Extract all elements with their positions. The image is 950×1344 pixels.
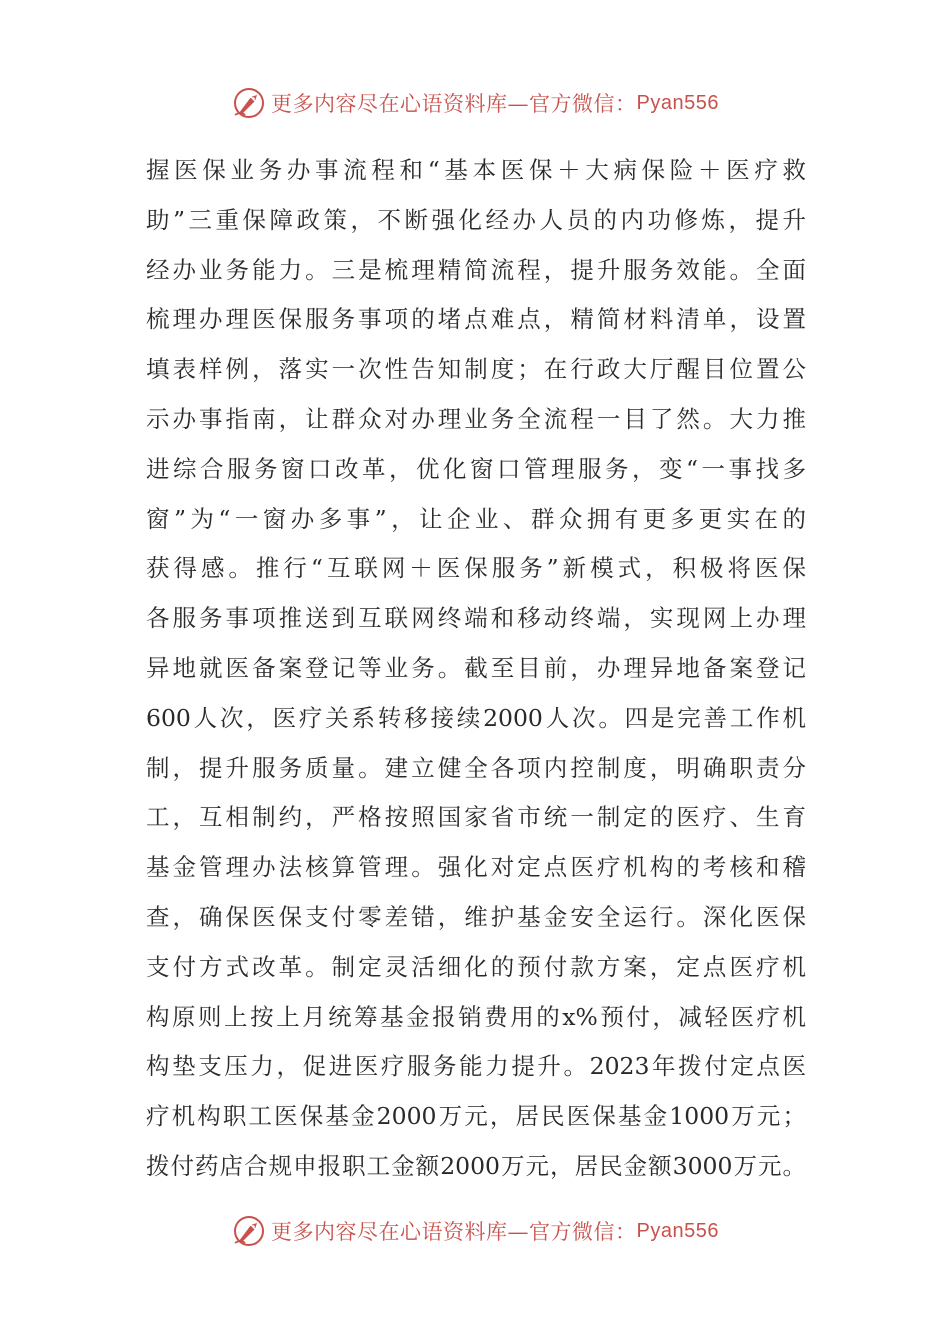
text-line: 构原则上按上月统筹基金报销费用的x%预付，减轻医疗机 — [146, 1002, 806, 1031]
text-line: 基金管理办法核算管理。强化对定点医疗机构的考核和稽 — [146, 853, 806, 882]
text-line: 握医保业务办事流程和“基本医保＋大病保险＋医疗救 — [146, 156, 806, 184]
text-line: 支付方式改革。制定灵活细化的预付款方案，定点医疗机 — [146, 952, 806, 981]
text-line: 查，确保医保支付零差错，维护基金安全运行。深化医保 — [146, 902, 806, 931]
text-line: 构垫支压力，促进医疗服务能力提升。2023年拨付定点医 — [146, 1052, 806, 1081]
text-line: 助”三重保障政策，不断强化经办人员的内功修炼，提升 — [146, 205, 806, 234]
body-paragraph — [146, 146, 806, 1192]
text-line: 异地就医备案登记等业务。截至目前，办理异地备案登记 — [146, 653, 806, 682]
header-wechat-id: Pyan556 — [636, 91, 719, 114]
text-line: 拨付药店合规申报职工金额2000万元，居民金额3000万元。 — [146, 1151, 806, 1180]
header-brand-text: 更多内容尽在心语资料库—官方微信： — [271, 92, 637, 116]
footer-wechat-id: Pyan556 — [636, 1219, 719, 1242]
text-line: 填表样例，落实一次性告知制度；在行政大厅醒目位置公 — [146, 355, 806, 384]
footer-brand-text: 更多内容尽在心语资料库—官方微信： — [271, 1220, 637, 1244]
text-line: 各服务事项推送到互联网终端和移动终端，实现网上办理 — [146, 604, 806, 633]
text-line: 制，提升服务质量。建立健全各项内控制度，明确职责分 — [146, 753, 806, 782]
header-watermark — [0, 83, 950, 123]
pen-nib-logo-icon — [231, 1213, 267, 1249]
text-line: 梳理办理医保服务事项的堵点难点，精简材料清单，设置 — [146, 305, 806, 334]
text-line: 进综合服务窗口改革，优化窗口管理服务，变“一事找多 — [146, 454, 806, 483]
text-line: 经办业务能力。三是梳理精简流程，提升服务效能。全面 — [146, 255, 806, 284]
pen-nib-logo-icon — [231, 85, 267, 121]
text-line: 获得感。推行“互联网＋医保服务”新模式，积极将医保 — [146, 554, 806, 583]
text-line: 疗机构职工医保基金2000万元，居民医保基金1000万元； — [146, 1102, 806, 1131]
text-line: 600人次，医疗关系转移接续2000人次。四是完善工作机 — [146, 703, 806, 732]
text-line: 窗”为“一窗办多事”，让企业、群众拥有更多更实在的 — [146, 504, 806, 533]
text-line: 工，互相制约，严格按照国家省市统一制定的医疗、生育 — [146, 803, 806, 832]
text-line: 示办事指南，让群众对办理业务全流程一目了然。大力推 — [146, 404, 806, 433]
footer-watermark — [0, 1211, 950, 1251]
